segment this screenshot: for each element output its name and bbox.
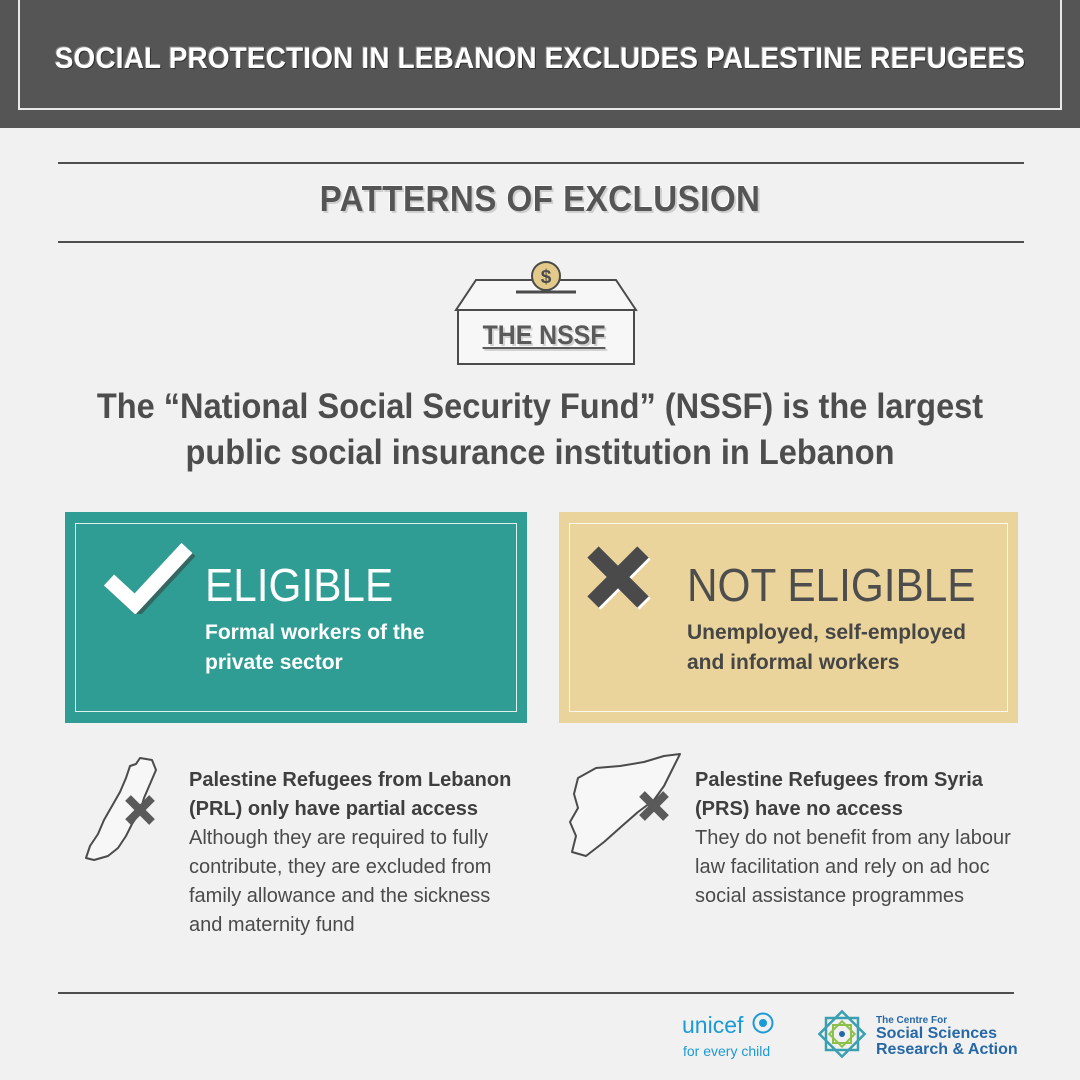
svg-text:$: $ [540, 267, 552, 288]
prl-heading-line-1: Palestine Refugees from Lebanon [189, 769, 512, 791]
eligible-description [205, 618, 495, 678]
lebanon-map-icon [82, 754, 170, 864]
cssra-line-3: Research & Action [876, 1041, 1018, 1058]
prs-heading-line-1: Palestine Refugees from Syria [695, 769, 983, 791]
section-bottom-rule [58, 241, 1024, 243]
lead-statement [75, 384, 1005, 476]
prl-body-line-1: Although they are required to fully [189, 827, 489, 849]
coin-icon [532, 262, 560, 290]
prl-heading-line-2: (PRL) only have partial access [189, 798, 479, 820]
not-eligible-card [559, 512, 1018, 723]
unicef-logo-text: unicef [682, 1012, 744, 1038]
prl-heading [189, 766, 511, 824]
prl-body-line-4: and maternity fund [189, 914, 355, 936]
prs-heading-line-2: (PRS) have no access [695, 798, 903, 820]
cssra-logo-icon [812, 1004, 872, 1064]
lead-line-2: public social insurance institution in Lebanon [185, 433, 895, 472]
cross-icon [585, 544, 653, 612]
cssra-line-1: The Centre For [876, 1015, 948, 1026]
checkmark-icon [103, 538, 195, 614]
not-eligible-title: NOT ELIGIBLE [687, 559, 976, 611]
eligible-title: ELIGIBLE [205, 559, 394, 611]
nssf-label: THE NSSF [482, 320, 606, 350]
eligible-desc-line-2: private sector [205, 651, 343, 674]
syria-map-icon [566, 752, 686, 862]
footer-rule [58, 992, 1014, 994]
not-eligible-desc-line-2: and informal workers [687, 651, 900, 674]
prl-body-line-3: family allowance and the sickness [189, 885, 491, 907]
prl-body [189, 824, 491, 940]
prs-body-line-1: They do not benefit from any labour [695, 827, 1011, 849]
unicef-tagline: for every child [683, 1043, 771, 1059]
section-top-rule [58, 162, 1024, 164]
unicef-globe-icon [752, 1012, 774, 1034]
eligible-desc-line-1: Formal workers of the [205, 621, 425, 644]
cssra-logo-text [876, 1015, 1018, 1058]
prs-body-line-2: law facilitation and rely on ad hoc [695, 856, 990, 878]
page-title: SOCIAL PROTECTION IN LEBANON EXCLUDES PALESTINE REFUGEES [54, 42, 1026, 75]
not-eligible-desc-line-1: Unemployed, self-employed [687, 621, 966, 644]
prs-body [695, 824, 1011, 911]
header-banner [0, 0, 1080, 128]
section-title: PATTERNS OF EXCLUSION [319, 178, 761, 219]
prs-body-line-3: social assistance programmes [695, 885, 964, 907]
lead-line-1: The “National Social Security Fund” (NSSF) is the largest [96, 387, 984, 426]
prs-heading [695, 766, 983, 824]
not-eligible-description [687, 618, 977, 678]
eligible-card [65, 512, 527, 723]
cssra-line-2: Social Sciences [876, 1025, 997, 1042]
prl-body-line-2: contribute, they are excluded from [189, 856, 492, 878]
